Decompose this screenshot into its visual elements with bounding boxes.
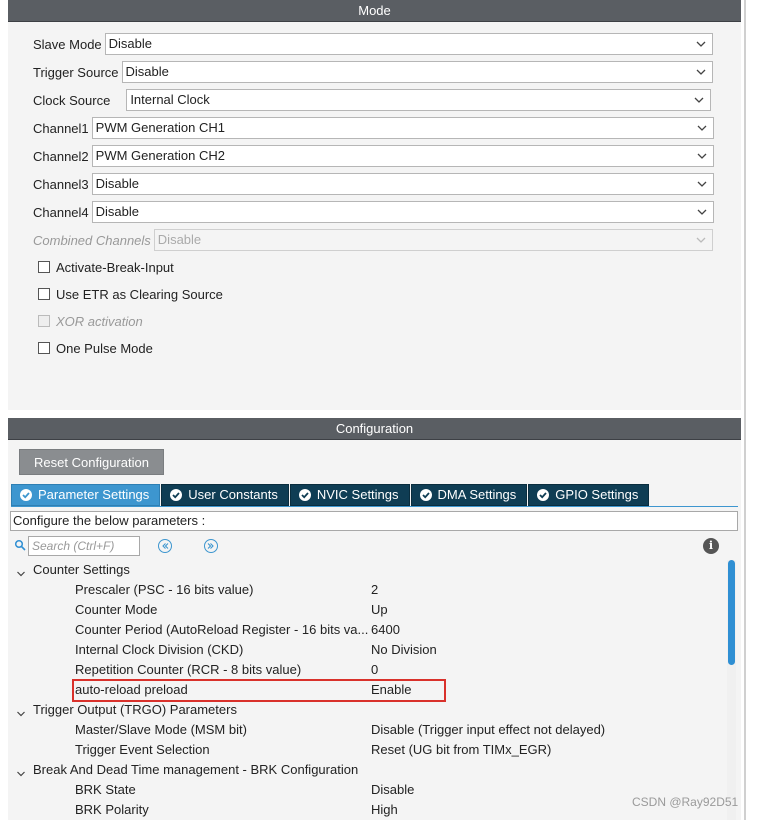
combined-channels-select: [154, 229, 713, 251]
window-edge: [744, 0, 746, 820]
param-name: Counter Period (AutoReload Register - 16 bits va...: [75, 622, 369, 637]
clock-source-label: Clock Source: [33, 92, 111, 108]
chevron-down-icon: [693, 94, 705, 106]
search-input[interactable]: Search (Ctrl+F): [28, 536, 140, 556]
param-name: BRK State: [75, 782, 136, 797]
checkbox-box[interactable]: [38, 342, 50, 354]
settings-tabs: [11, 484, 650, 506]
chevron-down-icon: [696, 206, 708, 218]
group-label: Counter Settings: [33, 562, 130, 577]
group-label: Trigger Output (TRGO) Parameters: [33, 702, 237, 717]
param-row[interactable]: [8, 600, 728, 620]
check-circle-icon: [420, 489, 432, 501]
group-trigger-output[interactable]: [8, 700, 728, 720]
slave-mode-value: Disable: [108, 36, 153, 51]
param-value[interactable]: Up: [371, 602, 388, 617]
slave-mode-select[interactable]: [105, 33, 713, 55]
channel1-value: PWM Generation CH1: [95, 120, 225, 135]
tab-parameter-settings[interactable]: [11, 484, 160, 506]
chevron-down-icon: [695, 38, 707, 50]
tab-label: GPIO Settings: [555, 487, 639, 502]
param-value[interactable]: Reset (UG bit from TIMx_EGR): [371, 742, 552, 757]
one-pulse-mode-checkbox[interactable]: [38, 339, 153, 357]
search-next-icon[interactable]: [204, 539, 218, 553]
param-row[interactable]: [8, 720, 728, 740]
channel4-row: [33, 201, 714, 223]
slave-mode-row: [33, 33, 713, 55]
param-value[interactable]: 2: [371, 582, 379, 597]
combined-channels-value: Disable: [157, 232, 202, 247]
param-value[interactable]: Disable: [371, 782, 415, 797]
chevron-down-icon: [696, 178, 708, 190]
channel1-row: [33, 117, 714, 139]
channel4-label: Channel4: [33, 204, 89, 220]
tab-gpio-settings[interactable]: [528, 484, 649, 506]
tab-label: User Constants: [188, 487, 278, 502]
check-circle-icon: [20, 489, 32, 501]
tab-label: Parameter Settings: [38, 487, 150, 502]
checkbox-label: One Pulse Mode: [56, 340, 153, 356]
param-row[interactable]: [8, 800, 728, 820]
tab-underline: [11, 506, 738, 507]
param-value[interactable]: Enable: [371, 682, 412, 697]
checkbox-label: Use ETR as Clearing Source: [56, 286, 223, 302]
check-circle-icon: [537, 489, 549, 501]
channel3-label: Channel3: [33, 176, 89, 192]
channel2-value: PWM Generation CH2: [95, 148, 225, 163]
param-name: Internal Clock Division (CKD): [75, 642, 244, 657]
search-icon: [14, 539, 26, 554]
param-name: auto-reload preload: [75, 682, 188, 697]
chevron-down-icon: [695, 234, 707, 246]
combined-channels-row: [33, 229, 713, 251]
param-name: Prescaler (PSC - 16 bits value): [75, 582, 254, 597]
param-value[interactable]: High: [371, 802, 398, 817]
param-name: Trigger Event Selection: [75, 742, 210, 757]
param-value[interactable]: Disable (Trigger input effect not delayed): [371, 722, 606, 737]
mode-header: Mode: [8, 0, 741, 22]
checkbox-box: [38, 315, 50, 327]
tab-dma-settings[interactable]: [411, 484, 528, 506]
configure-parameters-text: Configure the below parameters :: [10, 511, 738, 531]
xor-activation-checkbox: [38, 312, 143, 330]
search-row: [14, 536, 218, 556]
param-value[interactable]: 6400: [371, 622, 400, 637]
group-label: Break And Dead Time management - BRK Configuration: [33, 762, 359, 777]
use-etr-clearing-checkbox[interactable]: [38, 285, 223, 303]
tab-nvic-settings[interactable]: [290, 484, 410, 506]
param-row[interactable]: [8, 620, 728, 640]
clock-source-select[interactable]: [126, 89, 711, 111]
chevron-down-icon: [695, 66, 707, 78]
clock-source-value: Internal Clock: [130, 92, 210, 107]
watermark: CSDN @Ray92D51: [632, 795, 739, 809]
trigger-source-label: Trigger Source: [33, 64, 119, 80]
group-counter-settings[interactable]: [8, 560, 728, 580]
checkbox-box[interactable]: [38, 288, 50, 300]
channel2-select[interactable]: [92, 145, 714, 167]
trigger-source-row: [33, 61, 713, 83]
channel3-select[interactable]: [92, 173, 714, 195]
trigger-source-value: Disable: [125, 64, 169, 79]
param-row[interactable]: [8, 660, 728, 680]
slave-mode-label: Slave Mode: [33, 36, 102, 52]
param-row[interactable]: [8, 740, 728, 760]
channel3-value: Disable: [95, 176, 140, 191]
checkbox-label: Activate-Break-Input: [56, 259, 174, 275]
tab-label: NVIC Settings: [316, 487, 399, 502]
param-value[interactable]: 0: [371, 662, 379, 677]
trigger-source-select[interactable]: [122, 61, 713, 83]
chevron-down-icon: [696, 122, 708, 134]
configuration-panel: [8, 418, 741, 820]
param-row[interactable]: [8, 780, 728, 800]
channel2-label: Channel2: [33, 148, 89, 164]
param-row[interactable]: [8, 640, 728, 660]
channel1-label: Channel1: [33, 120, 89, 136]
param-row[interactable]: [8, 580, 728, 600]
reset-configuration-button[interactable]: Reset Configuration: [19, 449, 164, 475]
channel3-row: [33, 173, 714, 195]
info-icon[interactable]: i: [703, 538, 719, 554]
group-break-dead-time[interactable]: [8, 760, 728, 780]
chevron-down-icon: [696, 150, 708, 162]
check-circle-icon: [170, 489, 182, 501]
clock-source-row: [33, 89, 711, 111]
channel4-value: Disable: [95, 204, 140, 219]
search-previous-icon[interactable]: [158, 539, 172, 553]
tab-user-constants[interactable]: [161, 484, 289, 506]
scrollbar-thumb[interactable]: [728, 560, 735, 665]
tab-label: DMA Settings: [437, 487, 517, 502]
check-circle-icon: [299, 489, 311, 501]
param-name: Counter Mode: [75, 602, 158, 617]
activate-break-input-checkbox[interactable]: [38, 258, 174, 276]
mode-panel: [8, 0, 741, 410]
param-name: Repetition Counter (RCR - 8 bits value): [75, 662, 302, 677]
channel2-row: [33, 145, 714, 167]
configuration-header: Configuration: [8, 418, 741, 440]
param-value[interactable]: No Division: [371, 642, 437, 657]
highlight-annotation-box: [72, 679, 446, 702]
param-name: BRK Polarity: [75, 802, 149, 817]
channel1-select[interactable]: [92, 117, 714, 139]
channel4-select[interactable]: [92, 201, 714, 223]
checkbox-label: XOR activation: [56, 313, 143, 329]
combined-channels-label: Combined Channels: [33, 232, 151, 248]
param-name: Master/Slave Mode (MSM bit): [75, 722, 247, 737]
checkbox-box[interactable]: [38, 261, 50, 273]
